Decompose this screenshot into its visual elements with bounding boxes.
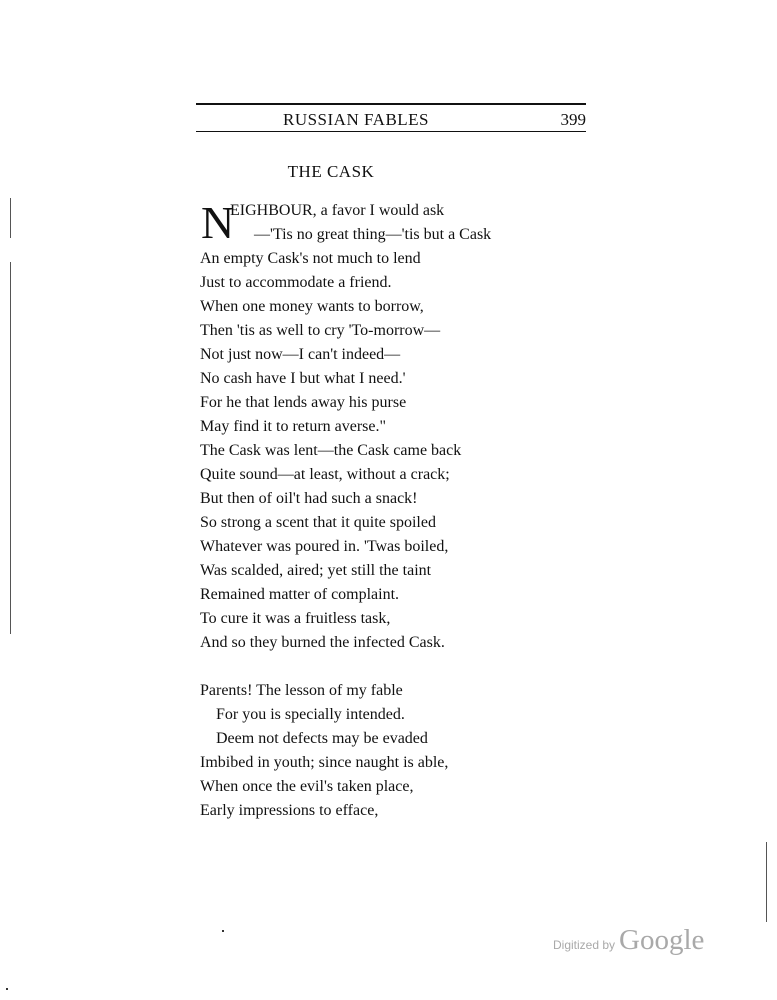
poem-line: When one money wants to borrow, [200,298,424,315]
digitized-by-text: Digitized by [553,938,616,952]
poem-line: May find it to return averse." [200,418,387,435]
poem-title: THE CASK [287,162,375,181]
header-rule-top [196,103,586,105]
poem-line: Was scalded, aired; yet still the taint [200,562,432,579]
moral-line: Deem not defects may be evaded [216,730,428,747]
left-margin-mark [10,262,11,634]
google-logo: Google [619,924,705,956]
moral-line: Imbibed in youth; since naught is able, [200,754,449,771]
poem-line: Not just now—I can't indeed— [200,346,401,363]
digitized-by-google-watermark [553,924,704,958]
poem-line: The Cask was lent—the Cask came back [200,442,462,459]
scan-speck [222,930,224,932]
left-margin-mark [10,198,11,238]
poem-line: Just to accommodate a friend. [200,274,392,291]
poem-body [200,199,580,823]
scan-speck [6,988,8,990]
poem-line: Remained matter of complaint. [200,586,400,603]
header-rule-bottom [196,131,586,132]
opening-lines [200,199,580,247]
poem-line: Whatever was poured in. 'Twas boiled, [200,538,449,555]
running-header [196,110,586,130]
running-title: RUSSIAN FABLES [282,110,430,129]
poem-line: And so they burned the infected Cask. [200,634,445,651]
page-number: 399 [560,110,586,129]
drop-cap: N [201,197,235,248]
poem-line: So strong a scent that it quite spoiled [200,514,436,531]
stanza-break [200,655,580,679]
poem-line: But then of oil't had such a snack! [200,490,418,507]
moral-line: For you is specially intended. [216,706,405,723]
right-margin-mark [766,842,767,922]
poem-line: No cash have I but what I need.' [200,370,406,387]
moral-line: Parents! The lesson of my fable [200,682,403,699]
poem-line: EIGHBOUR, a favor I would ask [230,202,445,219]
poem-line: To cure it was a fruitless task, [200,610,391,627]
poem-line: Then 'tis as well to cry 'To-morrow— [200,322,441,339]
moral-line: Early impressions to efface, [200,802,379,819]
poem-line: For he that lends away his purse [200,394,407,411]
poem-line: —'Tis no great thing—'tis but a Cask [254,226,492,243]
poem-line: An empty Cask's not much to lend [200,250,421,267]
moral-line: When once the evil's taken place, [200,778,414,795]
poem-line: Quite sound—at least, without a crack; [200,466,450,483]
